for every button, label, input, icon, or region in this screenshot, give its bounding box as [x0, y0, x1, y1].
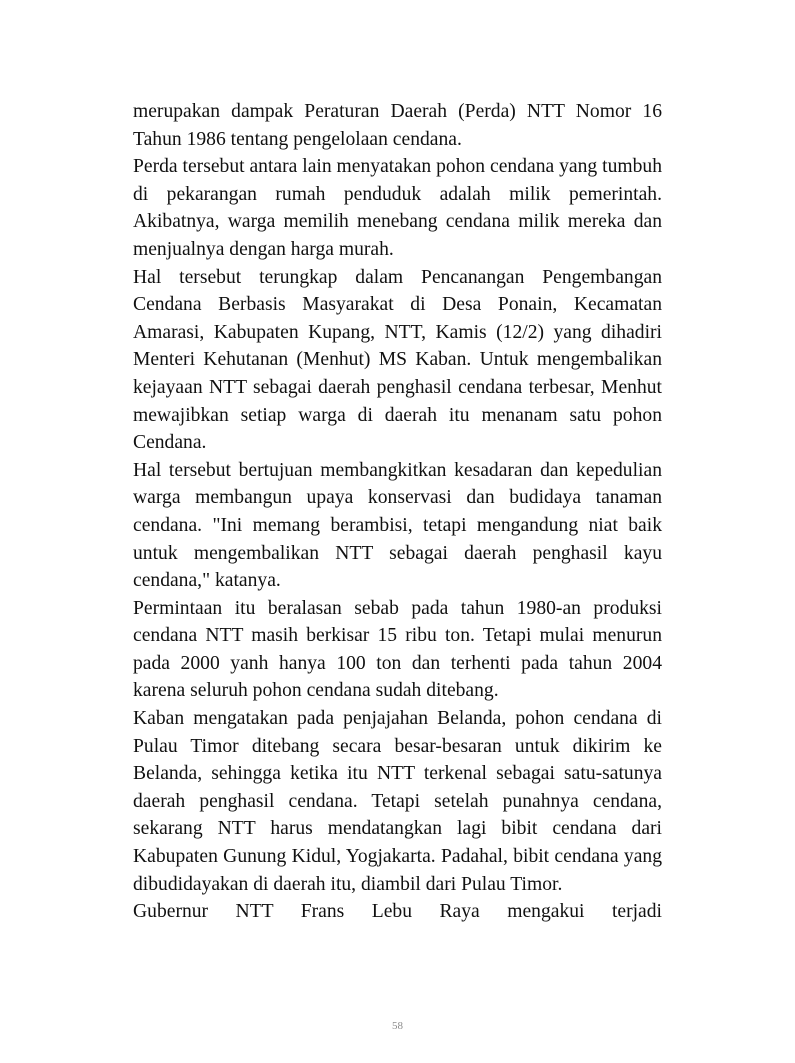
paragraph-continued: Gubernur NTT Frans Lebu Raya mengakui terjadi — [133, 901, 662, 923]
page-number: 58 — [392, 1020, 403, 1032]
paragraph: Permintaan itu beralasan sebab pada tahun 1980-an produksi cendana NTT masih berkisar 15 ribu ton. Tetapi mulai menurun pada 2000 yanh hanya 100 ton dan terhenti pada tahun 2004 karena seluruh pohon cendana sudah ditebang. — [133, 597, 662, 702]
body-text — [133, 98, 662, 926]
paragraph: Kaban mengatakan pada penjajahan Belanda, pohon cendana di Pulau Timor ditebang secara besar-besaran untuk dikirim ke Belanda, sehingga ketika itu NTT terkenal sebagai satu-satunya daerah penghasil cendana. Tetapi setelah punahnya cendana, sekarang NTT harus mendatangkan lagi bibit cendana dari Kabupaten Gunung Kidul, Yogjakarta. Padahal, bibit cendana yang dibudidayakan di daerah itu, diambil dari Pulau Timor. — [133, 708, 662, 895]
paragraph: Hal tersebut terungkap dalam Pencanangan Pengembangan Cendana Berbasis Masyarakat di Desa Ponain, Kecamatan Amarasi, Kabupaten Kupang, NTT, Kamis (12/2) yang dihadiri Menteri Kehutanan (Menhut) MS Kaban. Untuk mengembalikan kejayaan NTT sebagai daerah penghasil cendana terbesar, Menhut mewajibkan setiap warga di daerah itu menanam satu pohon Cendana. — [133, 266, 662, 454]
paragraph: merupakan dampak Peraturan Daerah (Perda) NTT Nomor 16 Tahun 1986 tentang pengelolaan cendana. — [133, 101, 662, 150]
paragraph: Perda tersebut antara lain menyatakan pohon cendana yang tumbuh di pekarangan rumah penduduk adalah milik pemerintah. Akibatnya, warga memilih menebang cendana milik mereka dan menjualnya dengan harga murah. — [133, 156, 662, 260]
paragraph: Hal tersebut bertujuan membangkitkan kesadaran dan kepedulian warga membangun upaya konservasi dan budidaya tanaman cendana. "Ini memang berambisi, tetapi mengandung niat baik untuk mengembalikan NTT sebagai daerah penghasil kayu cendana," katanya. — [133, 459, 662, 592]
